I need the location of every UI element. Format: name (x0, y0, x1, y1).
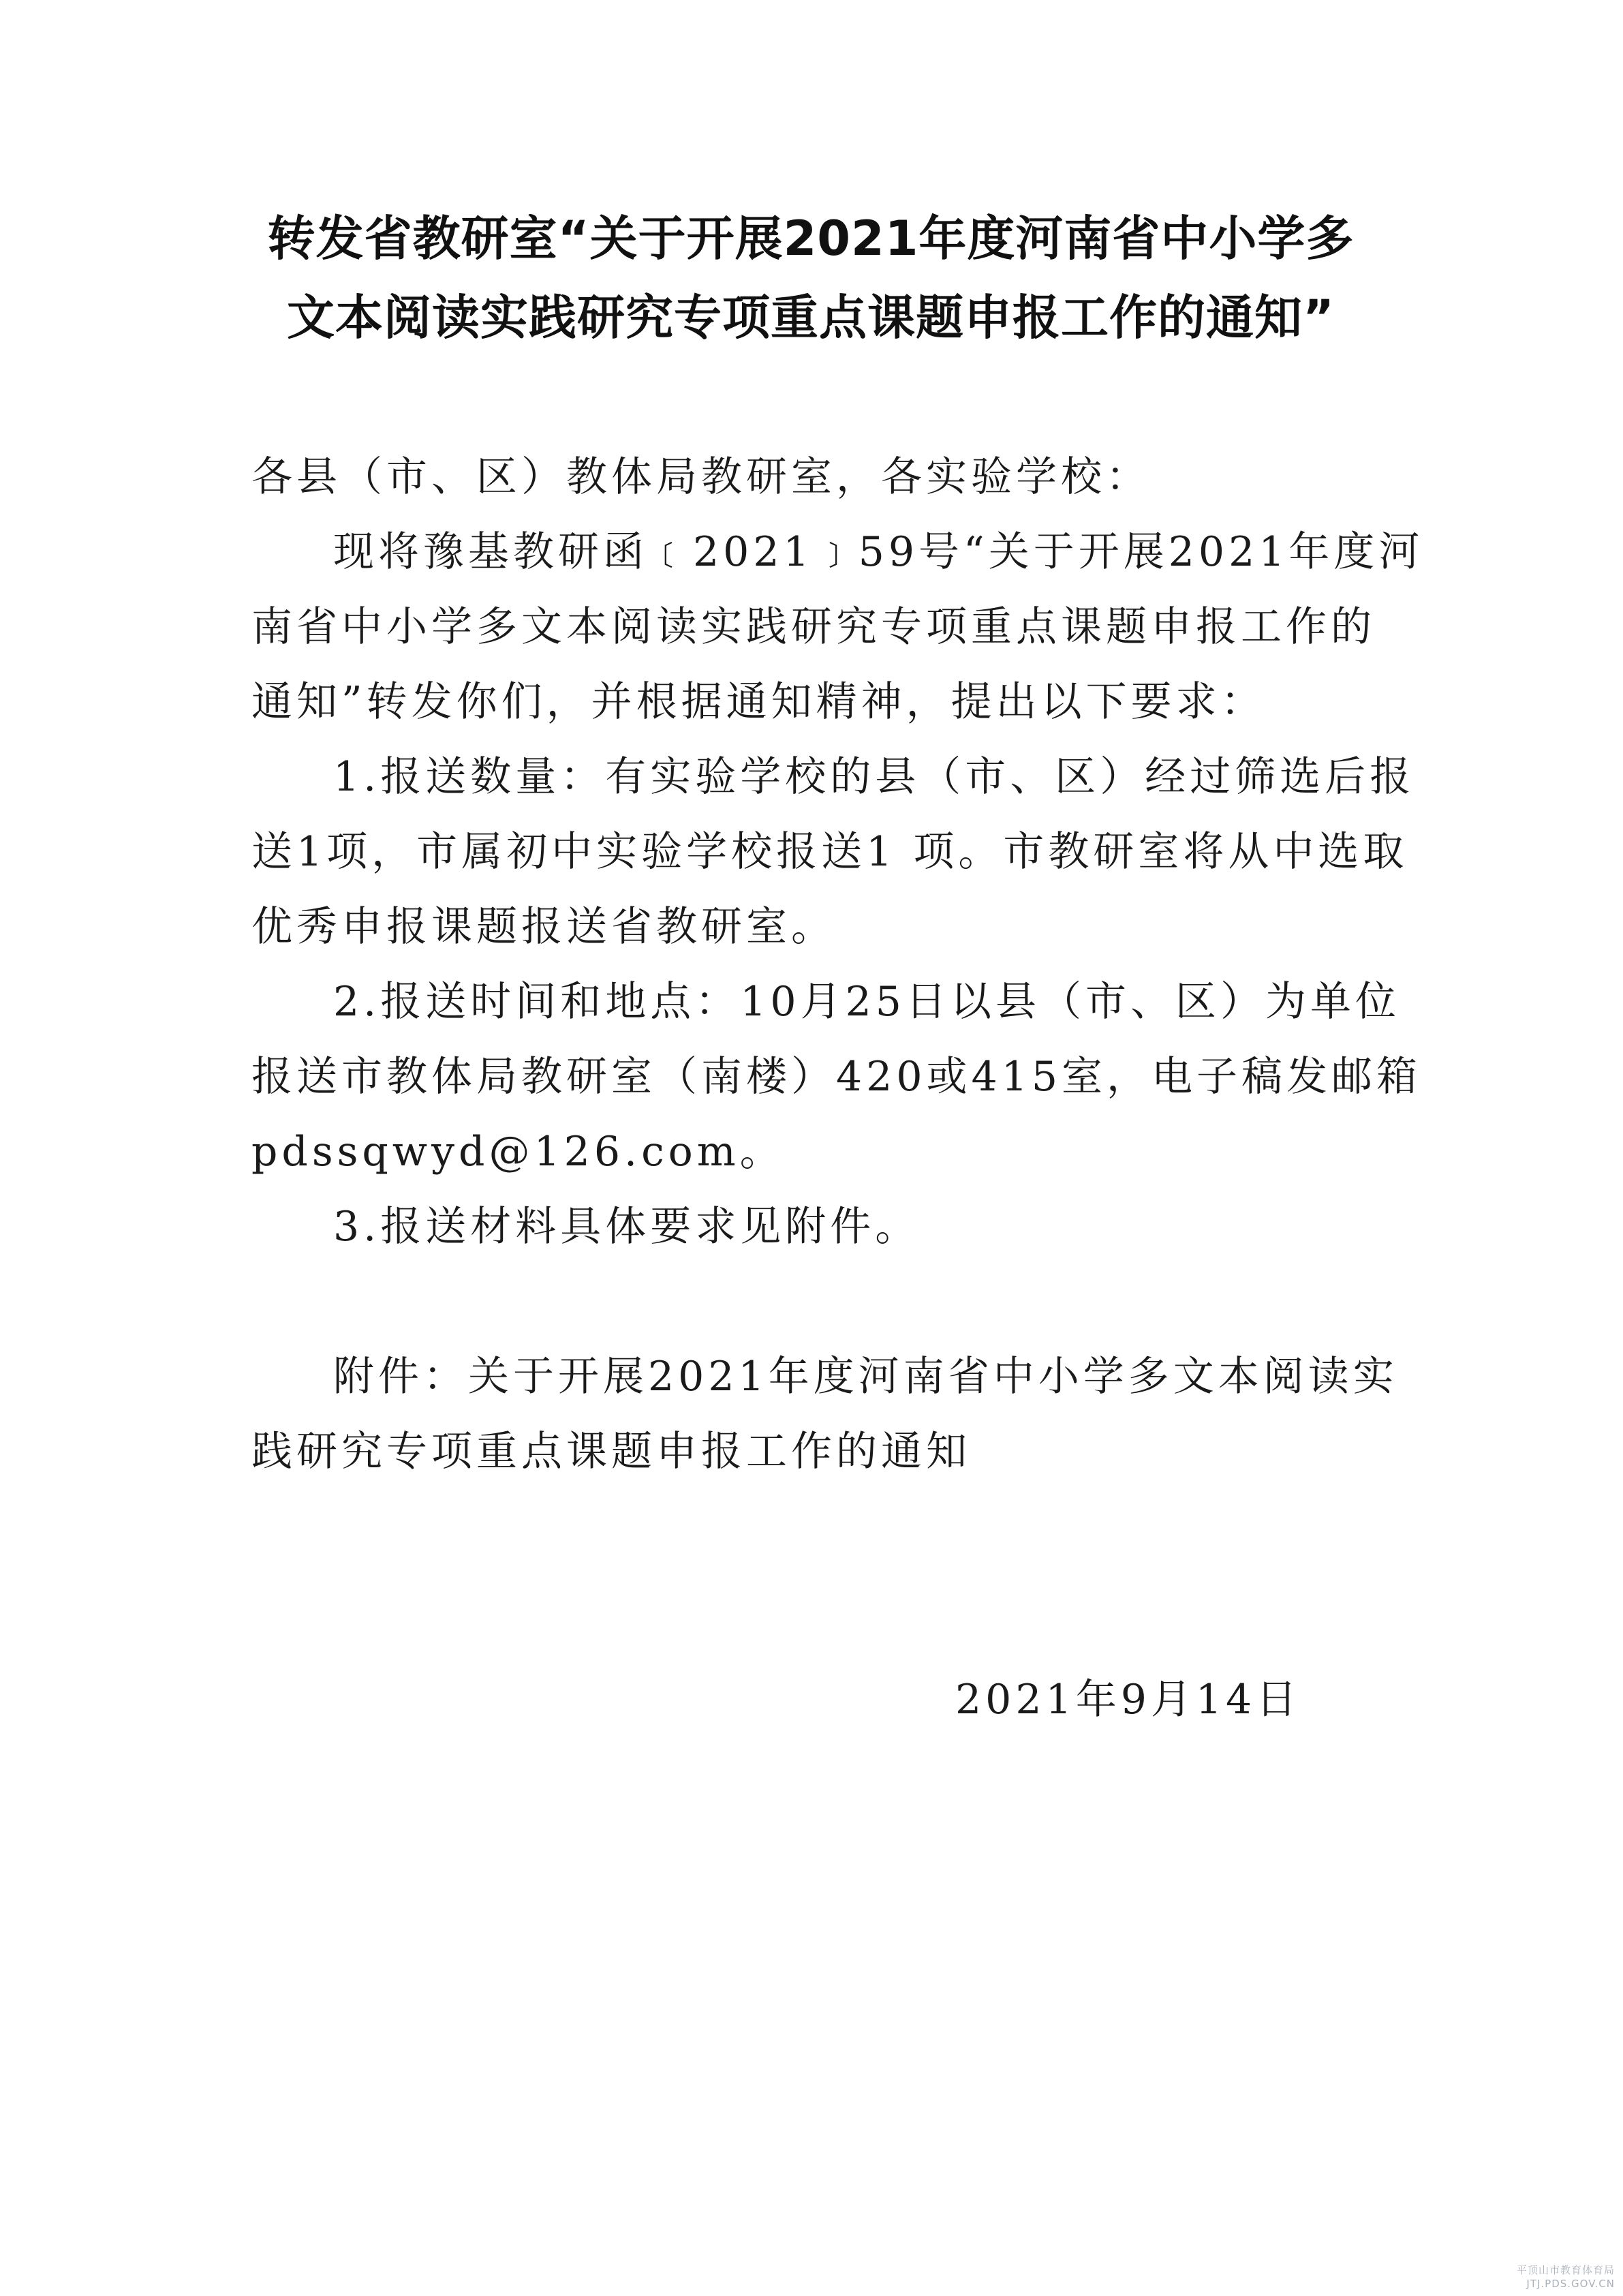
document-date: 2021年9月14日 (955, 1676, 1301, 1724)
paragraph-1-line-2: 南省中小学多文本阅读实践研究专项重点课题申报工作的 (251, 603, 1376, 651)
paragraph-1-line-1: 现将豫基教研函﹝2021﹞59号“关于开展2021年度河 (333, 528, 1424, 576)
attachment-line-2: 践研究专项重点课题申报工作的通知 (251, 1428, 971, 1475)
item-1-line-3: 优秀申报课题报送省教研室。 (251, 903, 836, 951)
item-1-line-1: 1.报送数量：有实验学校的县（市、区）经过筛选后报 (333, 753, 1415, 801)
watermark-site-url: JTJ.PDS.GOV.CN (1526, 2278, 1615, 2290)
item-2-email-line: pdssqwyd@126.com。 (251, 1128, 785, 1176)
document-title-line-2: 文本阅读实践研究专项重点课题申报工作的通知” (286, 290, 1335, 346)
attachment-line-1: 附件：关于开展2021年度河南省中小学多文本阅读实 (333, 1353, 1398, 1400)
salutation: 各县（市、区）教体局教研室，各实验学校： (251, 453, 1151, 501)
watermark-site-name: 平顶山市教育体育局 (1516, 2264, 1615, 2276)
item-2-line-2: 报送市教体局教研室（南楼）420或415室，电子稿发邮箱 (251, 1053, 1422, 1101)
item-3: 3.报送材料具体要求见附件。 (333, 1203, 921, 1251)
paragraph-1-line-3: 通知”转发你们，并根据通知精神，提出以下要求： (251, 678, 1266, 726)
site-watermark (1472, 2263, 1615, 2291)
document-title-line-1: 转发省教研室“关于开展2021年度河南省中小学多 (267, 211, 1355, 266)
item-2-line-1: 2.报送时间和地点：10月25日以县（市、区）为单位 (333, 978, 1400, 1026)
item-1-line-2: 送1项，市属初中实验学校报送1 项。市教研室将从中选取 (251, 828, 1408, 876)
